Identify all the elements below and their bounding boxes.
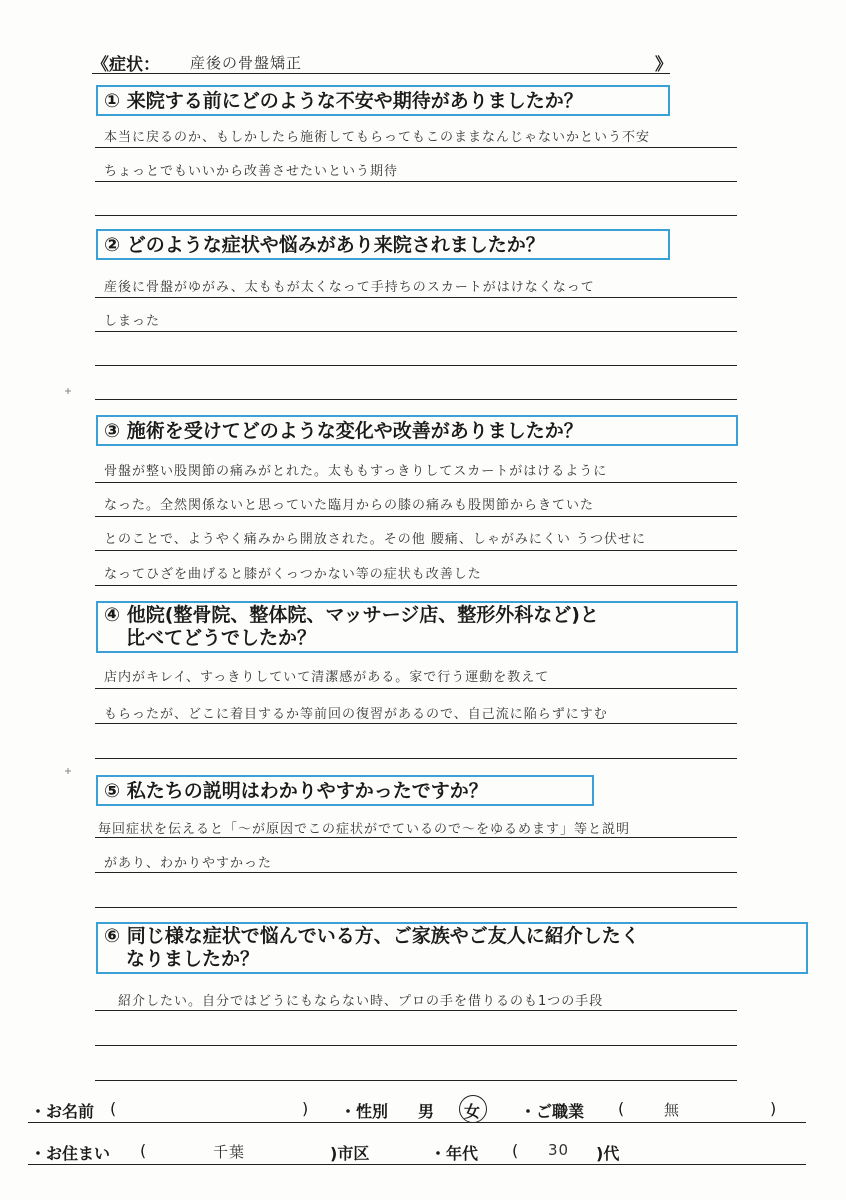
address-close-city: )市区 <box>330 1144 370 1163</box>
question-title-2: ② どのような症状や悩みがあり来院されましたか？ <box>104 234 545 256</box>
question-title-1: ① 来院する前にどのような不安や期待がありましたか？ <box>104 90 583 112</box>
question-title-4-line-2: 比べてどうでしたか？ <box>126 627 317 649</box>
rule-6-3 <box>95 1080 737 1081</box>
rule-2-2 <box>95 331 737 332</box>
answer-line-3-4: なってひざを曲げると膝がくっつかない等の症状も改善した <box>104 567 482 582</box>
job-label: ・ご職業 <box>520 1102 585 1121</box>
symptom-label: 《症状： <box>92 55 160 75</box>
address-label: ・お住まい <box>30 1144 111 1163</box>
question-title-3: ③ 施術を受けてどのような変化や改善がありましたか？ <box>104 420 583 442</box>
symptom-close: 》 <box>655 55 672 75</box>
gender-label: ・性別 <box>340 1102 389 1121</box>
symptom-value: 産後の骨盤矯正 <box>190 54 303 72</box>
rule-3-4 <box>95 585 737 586</box>
age-label: ・年代 <box>430 1144 479 1163</box>
answer-line-1-1: 本当に戻るのか、もしかしたら施術してもらってもこのままなんじゃないかという不安 <box>104 130 651 145</box>
rule-4-3 <box>95 758 737 759</box>
gender-female: 女 <box>464 1102 481 1121</box>
answer-line-2-2: しまった <box>104 314 161 329</box>
rule-6-2 <box>95 1045 737 1046</box>
rule-5-2 <box>95 872 737 873</box>
rule-4-2 <box>95 723 737 724</box>
question-title-4-line-1: ④ 他院(整骨院、整体院、マッサージ店、整形外科など)と <box>104 604 599 626</box>
footer-line-1 <box>28 1122 806 1123</box>
scan-mark-icon <box>64 760 72 768</box>
answer-line-3-2: なった。全然関係ないと思っていた臨月からの膝の痛みも股関節からきていた <box>104 498 595 513</box>
rule-4-1 <box>95 688 737 689</box>
answer-line-1-2: ちょっとでもいいから改善させたいという期待 <box>104 164 399 179</box>
rule-3-3 <box>95 550 737 551</box>
rule-1-1 <box>95 147 737 148</box>
answer-line-4-1: 店内がキレイ、すっきりしていて清潔感がある。家で行う運動を教えて <box>104 670 550 685</box>
rule-2-3 <box>95 365 737 366</box>
rule-1-2 <box>95 181 737 182</box>
answer-line-2-1: 産後に骨盤がゆがみ、太ももが太くなって手持ちのスカートがはけなくなって <box>104 280 595 295</box>
age-value: 30 <box>548 1141 570 1159</box>
name-open-paren: ( <box>110 1099 117 1118</box>
footer-line-2 <box>28 1164 806 1165</box>
answer-line-4-2: もらったが、どこに着目するか等前回の復習があるので、自己流に陥らずにすむ <box>104 707 608 722</box>
rule-3-2 <box>95 516 737 517</box>
symptom-underline <box>92 73 670 74</box>
job-open-paren: ( <box>618 1099 625 1118</box>
rule-6-1 <box>95 1010 737 1011</box>
rule-2-4 <box>95 399 737 400</box>
name-close-paren: ) <box>302 1099 309 1118</box>
rule-3-1 <box>95 482 737 483</box>
answer-line-3-3: とのことで、ようやく痛みから開放された。その他 腰痛、しゃがみにくい うつ伏せに <box>104 532 647 547</box>
rule-5-1 <box>95 837 737 838</box>
answer-line-6-1: 紹介したい。自分ではどうにもならない時、プロの手を借りるのも1つの手段 <box>118 994 604 1009</box>
job-close-paren: ) <box>770 1099 777 1118</box>
scan-mark-icon <box>64 380 72 388</box>
question-title-5: ⑤ 私たちの説明はわかりやすかったですか？ <box>104 780 488 802</box>
question-title-6-line-1: ⑥ 同じ様な症状で悩んでいる方、ご家族やご友人に紹介したく <box>104 925 640 947</box>
answer-line-5-2: があり、わかりやすかった <box>104 856 273 871</box>
address-value: 千葉 <box>213 1143 246 1161</box>
rule-5-3 <box>95 907 737 908</box>
question-title-6-line-2: なりましたか？ <box>126 948 260 970</box>
rule-2-1 <box>95 297 737 298</box>
gender-male: 男 <box>418 1102 435 1121</box>
answer-line-3-1: 骨盤が整い股関節の痛みがとれた。太ももすっきりしてスカートがはけるように <box>104 464 608 479</box>
address-open-paren: ( <box>140 1141 147 1160</box>
answer-line-5-1: 毎回症状を伝えると「〜が原因でこの症状がでているので〜をゆるめます」等と説明 <box>98 822 631 837</box>
rule-1-3 <box>95 215 737 216</box>
job-value: 無 <box>664 1101 681 1119</box>
age-open-paren: ( <box>512 1141 519 1160</box>
age-close-dai: )代 <box>596 1144 620 1163</box>
name-label: ・お名前 <box>30 1102 95 1121</box>
